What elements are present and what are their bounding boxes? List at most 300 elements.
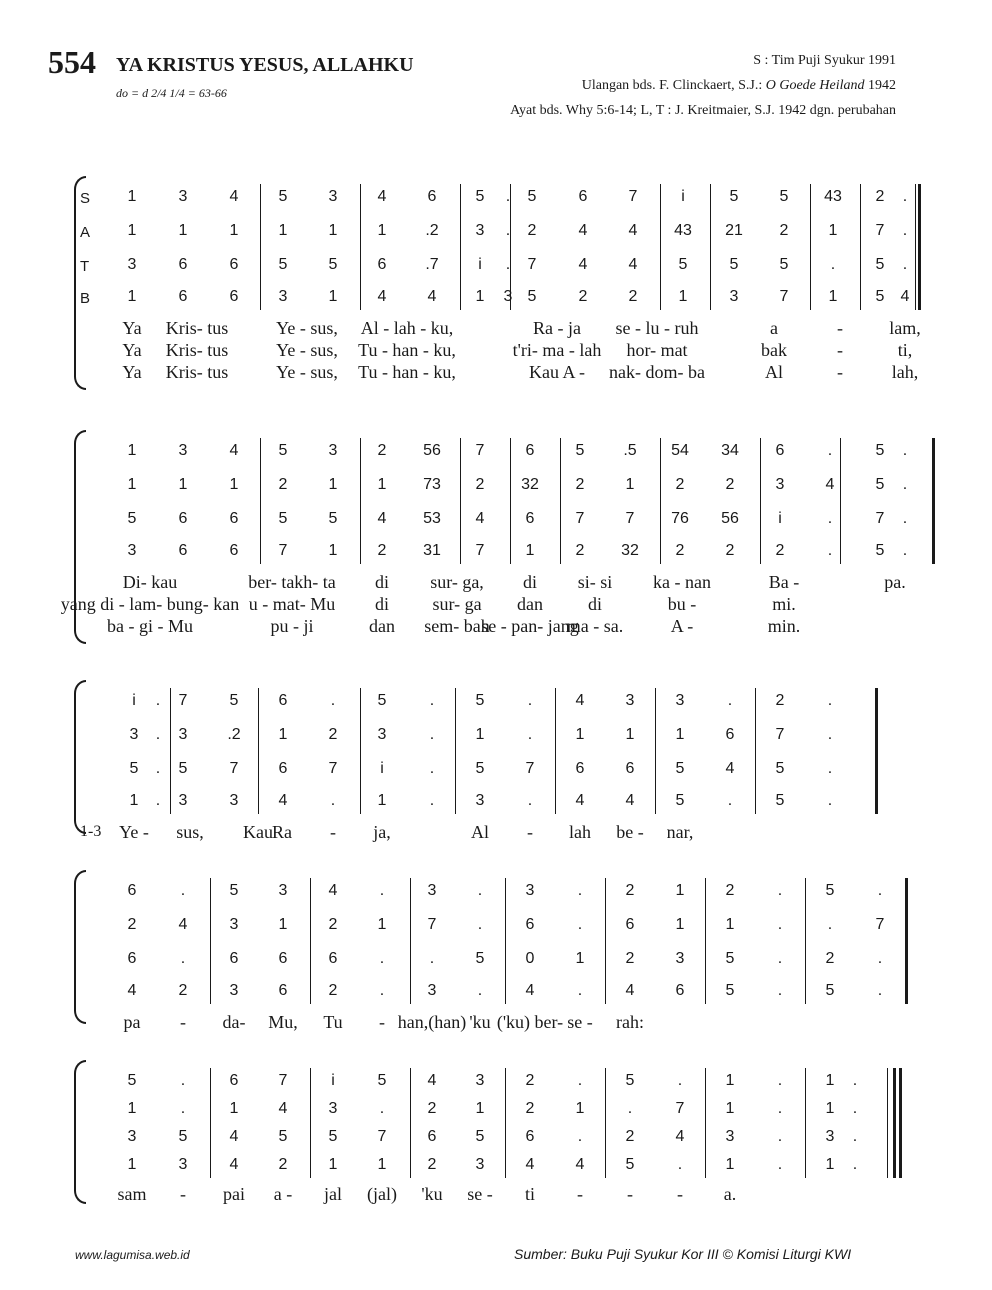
voice-label-a: A: [80, 224, 91, 241]
note: 6: [278, 692, 288, 709]
note: 4: [328, 882, 338, 899]
lyric-syllable: a: [770, 318, 778, 338]
note: 4: [475, 510, 485, 527]
note: 6: [178, 256, 188, 273]
note: .: [180, 950, 186, 967]
note: 6: [525, 916, 535, 933]
note: 1: [278, 916, 288, 933]
voice-row-a: [110, 1100, 940, 1124]
note: 5: [675, 760, 685, 777]
note: .: [902, 510, 908, 527]
note: 2: [779, 222, 789, 239]
note: 1: [278, 222, 288, 239]
note: .: [429, 726, 435, 743]
note: 5: [625, 1072, 635, 1089]
note: 0: [525, 950, 535, 967]
note: .: [477, 916, 483, 933]
note: .: [505, 256, 511, 273]
note: 5: [779, 188, 789, 205]
note: 5: [229, 882, 239, 899]
note: .: [777, 950, 783, 967]
note: 5: [875, 442, 885, 459]
lyric-syllable: Mu,: [268, 1012, 298, 1032]
note: 1: [475, 1100, 485, 1117]
lyric-syllable: mi.: [772, 594, 796, 614]
note: 4: [675, 1128, 685, 1145]
note: 4: [229, 188, 239, 205]
lyric-syllable: Kris- tus: [165, 340, 229, 360]
verse-credit: Ayat bds. Why 5:6-14; L, T : J. Kreitmaier, S.J. 1942 dgn. perubahan: [510, 103, 896, 118]
lyric-syllable: Tu - han - ku,: [358, 340, 456, 360]
note: .: [902, 476, 908, 493]
note: .2: [227, 726, 241, 743]
note: 3: [129, 726, 139, 743]
note: .: [727, 792, 733, 809]
note: 4: [229, 1128, 239, 1145]
note: .: [577, 882, 583, 899]
note: 43: [674, 222, 692, 239]
note: 5: [675, 792, 685, 809]
note: 73: [423, 476, 441, 493]
voice-row-t: [110, 1128, 940, 1152]
system-brace: [74, 680, 86, 834]
lyric-syllable: da-: [222, 1012, 246, 1032]
note: 2: [328, 726, 338, 743]
lyric-line-1: [110, 318, 940, 340]
voice-row-a: [110, 222, 940, 246]
arrangement-credit-text: Ulangan bds. F. Clinckaert, S.J.:: [581, 78, 766, 93]
note: 6: [229, 510, 239, 527]
note: 1: [129, 792, 139, 809]
note: 6: [578, 188, 588, 205]
lyric-syllable: bak: [761, 340, 787, 360]
note: .: [827, 510, 833, 527]
note: 2: [527, 222, 537, 239]
note: 1: [625, 476, 635, 493]
note: 5: [127, 510, 137, 527]
text-credit: S : Tim Puji Syukur 1991: [753, 53, 896, 68]
lyric-syllable: nar,: [666, 822, 694, 842]
voice-row-b: [110, 542, 940, 566]
note: i: [478, 256, 482, 273]
note: 7: [625, 510, 635, 527]
note: 1: [328, 476, 338, 493]
lyric-syllable: Al: [765, 362, 783, 382]
lyric-syllable: pa: [123, 1012, 141, 1032]
note: 4: [178, 916, 188, 933]
note: .: [852, 1156, 858, 1173]
lyric-line-3: [107, 616, 940, 638]
lyric-syllable: Tu: [323, 1012, 343, 1032]
note: 6: [525, 1128, 535, 1145]
note: 4: [229, 1156, 239, 1173]
note: 1: [725, 1100, 735, 1117]
note: 4: [578, 222, 588, 239]
note: 4: [525, 982, 535, 999]
note: 3: [178, 792, 188, 809]
note: 5: [377, 1072, 387, 1089]
note: 3: [775, 476, 785, 493]
note: 5: [729, 256, 739, 273]
lyric-syllable: Ye - sus,: [276, 318, 338, 338]
note: .: [902, 222, 908, 239]
lyric-syllable: be -: [616, 822, 644, 842]
note: 4: [575, 1156, 585, 1173]
note: 6: [625, 760, 635, 777]
note: 5: [575, 442, 585, 459]
note: 3: [725, 1128, 735, 1145]
lyric-syllable: yang di - lam- bung- kan: [60, 594, 240, 614]
note: 7: [875, 222, 885, 239]
note: 5: [825, 882, 835, 899]
note: 4: [427, 1072, 437, 1089]
lyric-syllable: Ra - ja: [533, 318, 581, 338]
note: .: [877, 950, 883, 967]
note: 6: [278, 760, 288, 777]
note: 56: [721, 510, 739, 527]
note: 6: [278, 950, 288, 967]
note: .: [330, 692, 336, 709]
voice-row-b: [110, 1156, 940, 1180]
lyric-syllable: -: [837, 362, 843, 382]
note: 2: [178, 982, 188, 999]
note: 4: [625, 982, 635, 999]
footer-website: www.lagumisa.web.id: [75, 1248, 190, 1262]
note: 7: [628, 188, 638, 205]
lyric-syllable: -: [837, 340, 843, 360]
note: 5: [278, 256, 288, 273]
note: 5: [725, 982, 735, 999]
note: 7: [328, 760, 338, 777]
lyric-syllable: -: [577, 1184, 583, 1204]
note: 1: [525, 542, 535, 559]
note: 5: [377, 692, 387, 709]
note: 4: [427, 288, 437, 305]
note: .: [902, 256, 908, 273]
note: .: [330, 792, 336, 809]
note: 3: [825, 1128, 835, 1145]
note: 1: [229, 476, 239, 493]
note: .: [830, 256, 836, 273]
note: 1: [575, 1100, 585, 1117]
note: 2: [625, 950, 635, 967]
voice-row-a: [110, 476, 940, 500]
note: 2: [427, 1156, 437, 1173]
note: 4: [628, 222, 638, 239]
note: .: [902, 442, 908, 459]
lyric-syllable: ma - sa.: [566, 616, 624, 636]
note: 1: [127, 476, 137, 493]
note: 5: [825, 982, 835, 999]
note: 4: [377, 288, 387, 305]
note: .: [379, 882, 385, 899]
system-brace: [74, 870, 86, 1024]
lyric-syllable: -: [330, 822, 336, 842]
note: 3: [625, 692, 635, 709]
lyric-line-2: [110, 340, 940, 362]
note: 1: [575, 950, 585, 967]
note: 32: [521, 476, 539, 493]
note: 4: [825, 476, 835, 493]
note: .: [527, 692, 533, 709]
note: .: [677, 1072, 683, 1089]
lyric-syllable: Ra: [272, 822, 292, 842]
lyric-syllable: rah:: [616, 1012, 644, 1032]
note: 7: [377, 1128, 387, 1145]
note: 5: [278, 442, 288, 459]
note: 2: [628, 288, 638, 305]
note: .: [180, 1100, 186, 1117]
note: 5: [475, 188, 485, 205]
lyric-syllable: sur- ga,: [430, 572, 484, 592]
note: 4: [377, 510, 387, 527]
note: 54: [671, 442, 689, 459]
lyric-syllable: dan: [517, 594, 543, 614]
lyric-line-2: [60, 594, 940, 616]
note: .: [527, 726, 533, 743]
note: 2: [475, 476, 485, 493]
note: 6: [127, 882, 137, 899]
note: 7: [875, 510, 885, 527]
note: 2: [578, 288, 588, 305]
lyric-syllable: lam,: [889, 318, 921, 338]
note: 31: [423, 542, 441, 559]
note: .: [877, 882, 883, 899]
note: 6: [427, 188, 437, 205]
lyric-syllable: se - lu - ruh: [615, 318, 699, 338]
lyric-syllable: min.: [767, 616, 801, 636]
note: .: [577, 1128, 583, 1145]
note: .: [477, 982, 483, 999]
note: 3: [178, 188, 188, 205]
note: 1: [127, 442, 137, 459]
note: 3: [278, 288, 288, 305]
note: .: [852, 1128, 858, 1145]
lyric-syllable: a.: [723, 1184, 737, 1204]
note: 3: [427, 982, 437, 999]
note: 1: [229, 222, 239, 239]
lyric-syllable: 'ku: [469, 1012, 491, 1032]
lyric-syllable: dan: [369, 616, 395, 636]
note: 5: [775, 760, 785, 777]
note: 5: [328, 256, 338, 273]
note: 4: [578, 256, 588, 273]
note: 2: [278, 1156, 288, 1173]
lyric-syllable: han,(han): [397, 1012, 467, 1032]
note: 56: [423, 442, 441, 459]
note: 6: [178, 510, 188, 527]
lyric-syllable: di: [522, 572, 538, 592]
note: .: [577, 982, 583, 999]
note: 3: [229, 792, 239, 809]
system-3: [0, 680, 992, 840]
note: 3: [675, 692, 685, 709]
lyric-syllable: u - mat- Mu: [248, 594, 336, 614]
note: 1: [825, 1100, 835, 1117]
lyric-line-1: [110, 822, 940, 844]
voice-row-a: [110, 916, 940, 940]
note: 1: [229, 1100, 239, 1117]
note: .: [902, 542, 908, 559]
note: 3: [229, 982, 239, 999]
system-1: [0, 176, 992, 396]
note: 3: [525, 882, 535, 899]
lyric-syllable: Kris- tus: [165, 362, 229, 382]
note: 1: [828, 222, 838, 239]
note: .: [777, 1072, 783, 1089]
note: 2: [675, 542, 685, 559]
note: .: [155, 792, 161, 809]
arrangement-year: 1942: [864, 78, 896, 93]
footer-source: Sumber: Buku Puji Syukur Kor III © Komisi Liturgi KWI: [514, 1246, 852, 1262]
note: 3: [178, 1156, 188, 1173]
note: 5: [678, 256, 688, 273]
note: 5: [527, 188, 537, 205]
note: 3: [475, 792, 485, 809]
note: .: [852, 1072, 858, 1089]
note: 5: [527, 288, 537, 305]
note: 3: [475, 1072, 485, 1089]
note: 1: [127, 222, 137, 239]
lyric-line-1: [110, 572, 940, 594]
lyric-syllable: sam: [117, 1184, 147, 1204]
note: .: [902, 188, 908, 205]
lyric-line-1: [110, 1184, 940, 1206]
note: 6: [328, 950, 338, 967]
note: .: [180, 882, 186, 899]
note: 3: [178, 726, 188, 743]
note: 2: [377, 442, 387, 459]
lyric-syllable: A -: [670, 616, 694, 636]
note: 3: [503, 288, 513, 305]
lyric-syllable: Ye - sus,: [276, 362, 338, 382]
note: 2: [725, 882, 735, 899]
note: 5: [875, 542, 885, 559]
note: 1: [127, 1100, 137, 1117]
note: 1: [825, 1156, 835, 1173]
note: 5: [775, 792, 785, 809]
note: 1: [675, 882, 685, 899]
note: 4: [900, 288, 910, 305]
note: 5: [278, 1128, 288, 1145]
note: 3: [475, 222, 485, 239]
note: 3: [328, 1100, 338, 1117]
lyric-syllable: Al: [471, 822, 489, 842]
note: 7: [779, 288, 789, 305]
note: 6: [229, 950, 239, 967]
note: 21: [725, 222, 743, 239]
note: 3: [127, 256, 137, 273]
voice-row-t: [110, 256, 940, 280]
hymn-number: 554: [48, 44, 96, 80]
voice-row-s: [110, 882, 940, 906]
voice-row-t: [110, 760, 940, 784]
voice-row-t: [110, 510, 940, 534]
lyric-syllable: sem- bah: [424, 616, 490, 636]
note: 7: [575, 510, 585, 527]
arrangement-credit: [582, 78, 896, 94]
note: .: [429, 950, 435, 967]
note: 2: [328, 916, 338, 933]
note: 5: [178, 760, 188, 777]
note: 1: [328, 288, 338, 305]
note: 7: [229, 760, 239, 777]
tempo-marking: do = d 2/4 1/4 = 63-66: [116, 86, 227, 100]
lyric-syllable: -: [837, 318, 843, 338]
note: 5: [178, 1128, 188, 1145]
note: 5: [729, 188, 739, 205]
voice-row-b: [110, 792, 940, 816]
note: .: [627, 1100, 633, 1117]
lyric-syllable: -: [627, 1184, 633, 1204]
note: 32: [621, 542, 639, 559]
note: 1: [575, 726, 585, 743]
note: 7: [278, 1072, 288, 1089]
note: 5: [129, 760, 139, 777]
note: .: [379, 1100, 385, 1117]
note: .: [577, 1072, 583, 1089]
note: .: [777, 982, 783, 999]
note: i: [380, 760, 384, 777]
note: 6: [229, 256, 239, 273]
lyric-syllable: ti: [524, 1184, 536, 1204]
lyric-syllable: -: [527, 822, 533, 842]
note: .: [155, 692, 161, 709]
note: 5: [278, 188, 288, 205]
note: 6: [525, 442, 535, 459]
lyric-syllable: ba - gi - Mu: [107, 616, 193, 636]
lyric-syllable: 'ku: [421, 1184, 443, 1204]
note: 6: [178, 288, 188, 305]
note: .: [527, 792, 533, 809]
lyric-syllable: sur- ga: [432, 594, 482, 614]
note: 7: [475, 442, 485, 459]
note: 6: [675, 982, 685, 999]
lyric-syllable: Ya: [122, 362, 142, 382]
note: 3: [328, 188, 338, 205]
note: 4: [625, 792, 635, 809]
note: .: [379, 982, 385, 999]
note: 2: [127, 916, 137, 933]
note: 1: [377, 792, 387, 809]
note: 6: [229, 288, 239, 305]
note: 3: [377, 726, 387, 743]
note: 1: [725, 1072, 735, 1089]
hymn-title: YA KRISTUS YESUS, ALLAHKU: [116, 54, 414, 76]
note: 34: [721, 442, 739, 459]
note: 4: [725, 760, 735, 777]
note: 7: [525, 760, 535, 777]
note: .: [777, 1100, 783, 1117]
note: .: [505, 222, 511, 239]
voice-row-s: [110, 188, 940, 212]
system-5: [0, 1060, 992, 1210]
note: .: [429, 792, 435, 809]
system-2: [0, 430, 992, 650]
note: 6: [127, 950, 137, 967]
lyric-syllable: ja,: [373, 822, 391, 842]
note: 7: [475, 542, 485, 559]
note: .: [505, 188, 511, 205]
note: .: [877, 982, 883, 999]
lyric-syllable: hor- mat: [626, 340, 688, 360]
note: 3: [475, 1156, 485, 1173]
note: 1: [178, 222, 188, 239]
note: i: [681, 188, 685, 205]
note: 2: [775, 542, 785, 559]
note: 1: [377, 1156, 387, 1173]
note: 1: [625, 726, 635, 743]
